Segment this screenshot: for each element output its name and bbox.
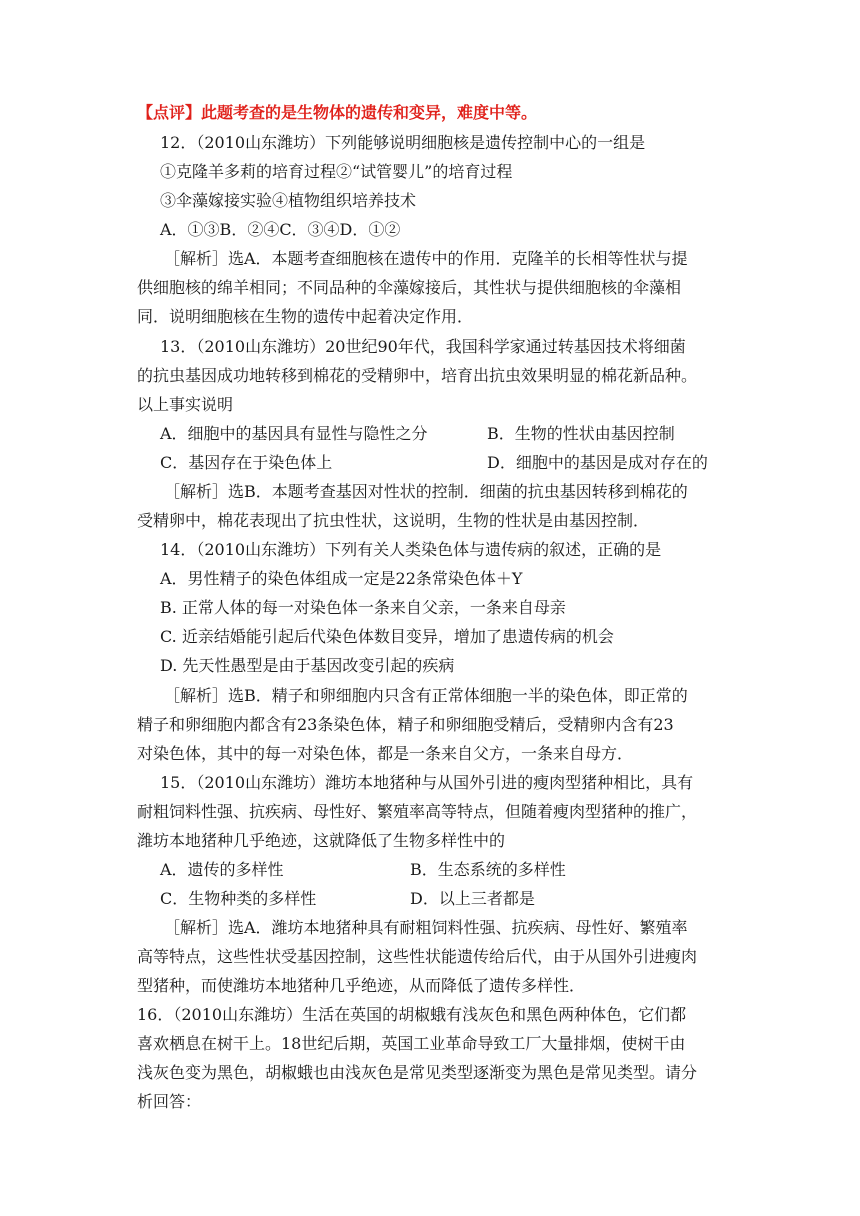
comment-text: 【点评】此题考查的是生物体的遗传和变异，难度中等。 — [137, 103, 538, 122]
question-16-stem-line-1: 16．（2010山东潍坊）生活在英国的胡椒蛾有浅灰色和黑色两种体色，它们都 — [137, 1005, 687, 1024]
question-13-option-d: D．细胞中的基因是成对存在的 — [487, 453, 708, 472]
question-15-option-a: A．遗传的多样性 — [160, 860, 284, 879]
question-14-option-b: B. 正常人体的每一对染色体一条来自父亲，一条来自母亲 — [160, 598, 566, 617]
question-15-option-d: D．以上三者都是 — [410, 889, 535, 908]
question-14-stem-line-1: 14．（2010山东潍坊）下列有关人类染色体与遗传病的叙述，正确的是 — [160, 540, 662, 559]
question-16-stem-line-2: 喜欢栖息在树干上。18世纪后期，英国工业革命导致工厂大量排烟，使树干由 — [137, 1034, 686, 1053]
question-16-stem-line-3: 浅灰色变为黑色，胡椒蛾也由浅灰色是常见类型逐渐变为黑色是常见类型。请分 — [137, 1063, 698, 1082]
question-13-stem-line-1: 13．（2010山东潍坊）20世纪90年代，我国科学家通过转基因技术将细菌 — [160, 337, 686, 356]
question-15-analysis-line-2: 高等特点，这些性状受基因控制，这些性状能遗传给后代，由于从国外引进瘦肉 — [137, 947, 698, 966]
question-13-stem-line-3: 以上事实说明 — [137, 395, 234, 414]
question-15-option-b: B．生态系统的多样性 — [410, 860, 566, 879]
question-12-options: A．①③B．②④C．③④D．①② — [160, 220, 401, 239]
question-14-analysis-line-1: ［解析］选B．精子和卵细胞内只含有正常体细胞一半的染色体，即正常的 — [164, 686, 688, 705]
question-13-option-a: A．细胞中的基因具有显性与隐性之分 — [160, 424, 428, 443]
question-14-option-c: C. 近亲结婚能引起后代染色体数目变异，增加了患遗传病的机会 — [160, 627, 614, 646]
question-13-option-c: C．基因存在于染色体上 — [160, 453, 333, 472]
question-12-analysis-line-3: 同．说明细胞核在生物的遗传中起着决定作用． — [137, 307, 474, 326]
question-12-stem-line-2: ①克隆羊多莉的培育过程②“试管婴儿”的培育过程 — [160, 162, 513, 181]
question-15-stem-line-1: 15．（2010山东潍坊）潍坊本地猪种与从国外引进的瘦肉型猪种相比，具有 — [160, 773, 694, 792]
question-13-analysis-line-1: ［解析］选B．本题考查基因对性状的控制．细菌的抗虫基因转移到棉花的 — [164, 482, 688, 501]
question-15-analysis-line-3: 型猪种，而使潍坊本地猪种几乎绝迹，从而降低了遗传多样性． — [137, 976, 586, 995]
question-13-option-b: B．生物的性状由基因控制 — [487, 424, 675, 443]
question-15-stem-line-2: 耐粗饲料性强、抗疾病、母性好、繁殖率高等特点，但随着瘦肉型猪种的推广， — [137, 802, 698, 821]
question-16-stem-line-4: 析回答： — [137, 1092, 202, 1111]
question-14-analysis-line-2: 精子和卵细胞内都含有23条染色体，精子和卵细胞受精后，受精卵内含有23 — [137, 715, 674, 734]
question-15-stem-line-3: 潍坊本地猪种几乎绝迹，这就降低了生物多样性中的 — [137, 831, 506, 850]
question-14-analysis-line-3: 对染色体，其中的每一对染色体，都是一条来自父方，一条来自母方． — [137, 744, 634, 763]
question-12-analysis-line-2: 供细胞核的绵羊相同；不同品种的伞藻嫁接后，其性状与提供细胞核的伞藻相 — [137, 278, 682, 297]
question-13-analysis-line-2: 受精卵中，棉花表现出了抗虫性状，这说明，生物的性状是由基因控制． — [137, 511, 650, 530]
question-12-analysis-line-1: ［解析］选A．本题考查细胞核在遗传中的作用．克隆羊的长相等性状与提 — [164, 249, 688, 268]
question-12-stem-line-3: ③伞藻嫁接实验④植物组织培养技术 — [160, 191, 417, 210]
question-15-option-c: C．生物种类的多样性 — [160, 889, 317, 908]
question-13-stem-line-2: 的抗虫基因成功地转移到棉花的受精卵中，培育出抗虫效果明显的棉花新品种。 — [137, 366, 698, 385]
question-14-option-d: D. 先天性愚型是由于基因改变引起的疾病 — [160, 656, 455, 675]
question-12-stem-line-1: 12．（2010山东潍坊）下列能够说明细胞核是遗传控制中心的一组是 — [160, 133, 646, 152]
question-15-analysis-line-1: ［解析］选A．潍坊本地猪种具有耐粗饲料性强、抗疾病、母性好、繁殖率 — [164, 918, 688, 937]
question-14-option-a: A．男性精子的染色体组成一定是22条常染色体＋Y — [160, 569, 523, 588]
